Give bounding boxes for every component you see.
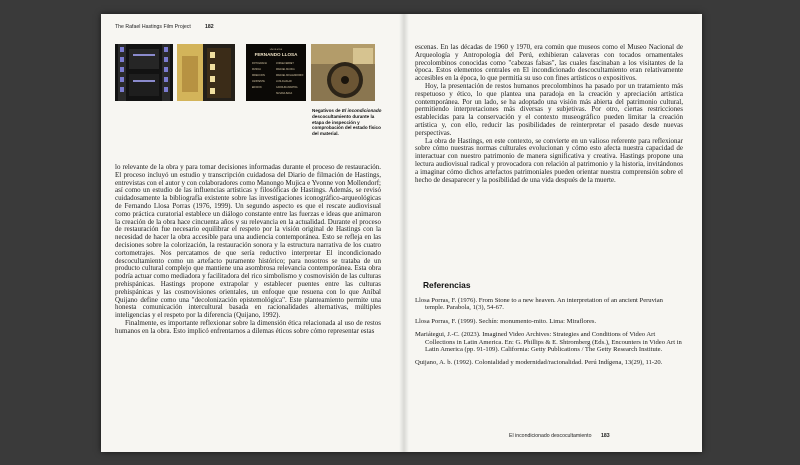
credit-name-2: MANUEL MUJICA bbox=[276, 69, 295, 71]
film-reel-photo bbox=[311, 44, 375, 101]
credit-role-2: MUSICA bbox=[252, 69, 261, 71]
credit-name-4: LUIS AGUILAR bbox=[276, 81, 292, 83]
reference-item: Llosa Porras, F. (1999). Sechín: monumento-mito. Lima: Miraflores. bbox=[415, 317, 597, 325]
credit-role-4: ASISTENTE bbox=[252, 81, 265, 83]
right-body-text bbox=[415, 44, 683, 184]
film-negative-photo-1 bbox=[115, 44, 173, 101]
svg-text:UN FILM DE: UN FILM DE bbox=[269, 49, 283, 51]
left-page bbox=[101, 14, 401, 452]
paragraph: Finalmente, es importante reflexionar sobre la dimensión ética relacionada al uso de restos humanos en la obra. Esto implicó enfrentarnos a dilemas éticos sobre cómo representar estas bbox=[115, 318, 381, 335]
credit-name-1: JORGE FERRET bbox=[276, 63, 294, 65]
film-negative-photo-2 bbox=[177, 44, 235, 101]
paragraph: La obra de Hastings, en este contexto, se convierte en un valioso referente para reflexionar sobre cómo nuestras normas culturales evolucionan y cómo esto afecta nuestra capacidad de interactuar con nuestro patrimonio de manera significativa y creativa. Hastings propone una lectura audiovisual radical y provocadora con relación al patrimonio y la historia, invitándonos a imaginar cómo dichos artefactos patrimoniales pueden orientar nuestra comprensión sobre el hecho de desaparecer y la posibilidad de una vida después de la muerte. bbox=[415, 136, 683, 184]
running-header-title: The Rafael Hastings Film Project bbox=[115, 24, 191, 30]
left-body-text bbox=[115, 164, 381, 336]
credit-name-5: CAROLINA BARTRA bbox=[276, 87, 298, 89]
book-spread bbox=[101, 14, 702, 452]
paragraph: lo relevante de la obra y para tomar decisiones informadas durante el proceso de restauración. El proceso incluyó un estudio y transcripción cuidadosa del Diario de filmación de Hastings, entrevistas con el autor y con colaboradores como Manongo Mujica e Yvonne von Mollendorf; así como un estudio de las influencias artísticas y filosóficas de Hastings. Además, se revisó cuidadosamente la bibliografía existente sobre las investigaciones iconográfico-arqueológicas de Fernando Llosa Porras (1976, 1999). Un segundo aspecto es que el rescate audiovisual como práctica curatorial establece un diálogo constante entre las fuerzas e ideas que animaron la creación de la obra hace cincuenta años y su relevancia en la actualidad. Durante el proceso de restauración fue necesario equilibrar el respeto por la visión original de Hastings con la necesidad de hacer la obra accesible para una audiencia contemporánea. Esto se refleja en las decisiones sobre la colorización, la restauración sonora y la estructura narrativa de los cuatro cortometrajes. Nos percatamos de que sería reductivo interpretar El incondicionado descocultamiento como un artefacto puramente histórico; para nosotros se trataba de un producto cultural complejo que mantiene una asombrosa relevancia contemporánea. Esta obra podría actuar como mediadora y facilitadora del rico simbolismo y cosmovisión de las culturas prehispánicas. Hastings propone extrapolar y establecer puentes entre las culturas prehispánicas y las cosmovisiones orientales, un enfoque que resuena con lo que Aníbal Quijano define como una "decolonización epistemológica". Este planteamiento permite una honesta comunicación intercultural basada en racionalidades alternativas, múltiples inteligencias y el respeto por la diferencia (Quijano, 1992). bbox=[115, 163, 381, 320]
figure-caption bbox=[312, 108, 386, 137]
caption-text: descocultamiento durante la etapa de inspección y comprobación del estado físico del material. bbox=[312, 113, 381, 137]
paragraph: escenas. En las décadas de 1960 y 1970, era común que museos como el Museo Nacional de Arqueología y Antropología del Perú, exhibieran calaveras con tocados ornamentales precolombinos conocidas como "cabezas falsas", las cuales fascinaban a los visitantes de la época. Estos elementos centrales en El incondicionado descocultamiento eran relativamente accesibles en la época, lo que permitía su uso con fines artísticos o expositivos. bbox=[415, 43, 683, 83]
page-number-right: 183 bbox=[601, 433, 610, 439]
film-credits-photo bbox=[246, 44, 306, 101]
credits-title: FERNANDO LLOSA bbox=[254, 52, 298, 57]
reference-item: Llosa Porras, F. (1976). From Stone to a new heaven. An interpretation of an ancient Peruvian temple. Parabola, 1(3), 54-67. bbox=[415, 297, 663, 312]
references-list bbox=[415, 297, 683, 373]
caption-title: El incondicionado bbox=[341, 108, 382, 113]
reference-item: Mariátegui, J.-C. (2023). Imagined Video Archives: Strategies and Conditions of Video Art Collections in Latin America. En: G. Phillips & E. Shtromberg (Eds.), Encounters in Video Art in Latin America (pp. 91-109). California: Getty Publications / The Getty Research Institute. bbox=[415, 331, 682, 354]
page-number-left: 182 bbox=[205, 24, 214, 30]
credit-role-3: DIRECCION bbox=[252, 75, 265, 77]
running-footer-title: El incondicionado descocultamiento bbox=[509, 433, 592, 439]
caption-prefix: Negativos de bbox=[312, 108, 342, 113]
references-heading: Referencias bbox=[423, 280, 471, 290]
right-page bbox=[401, 14, 702, 452]
credit-name-6: SUSANA BACA bbox=[276, 93, 293, 95]
reference-item: Quijano, A. b. (1992). Colonialidad y modernidad/racionalidad. Perú Indígena, 13(29), 11-20. bbox=[415, 359, 663, 367]
credit-role-5: EDICION bbox=[252, 87, 262, 89]
paragraph: Hoy, la presentación de restos humanos precolombinos ha pasado por un tratamiento más respetuoso y ético, lo que plantea una paradoja en la creación y apreciación artística contemporánea. Por un lado, se ha adoptado una visión más abierta del patrimonio cultural, permitiendo interpretaciones más diversas y subjetivas. Por otro, ciertas restricciones establecidas para la conservación y el contexto museográfico pueden limitar la creación artística y, con ello, reducir las posibilidades de reinterpretar el pasado desde nuevas perspectivas. bbox=[415, 81, 683, 137]
credit-name-3: MANUEL MOLLENDORFF bbox=[276, 75, 304, 77]
credit-role-1: FOTOGRAFIA bbox=[252, 63, 267, 65]
